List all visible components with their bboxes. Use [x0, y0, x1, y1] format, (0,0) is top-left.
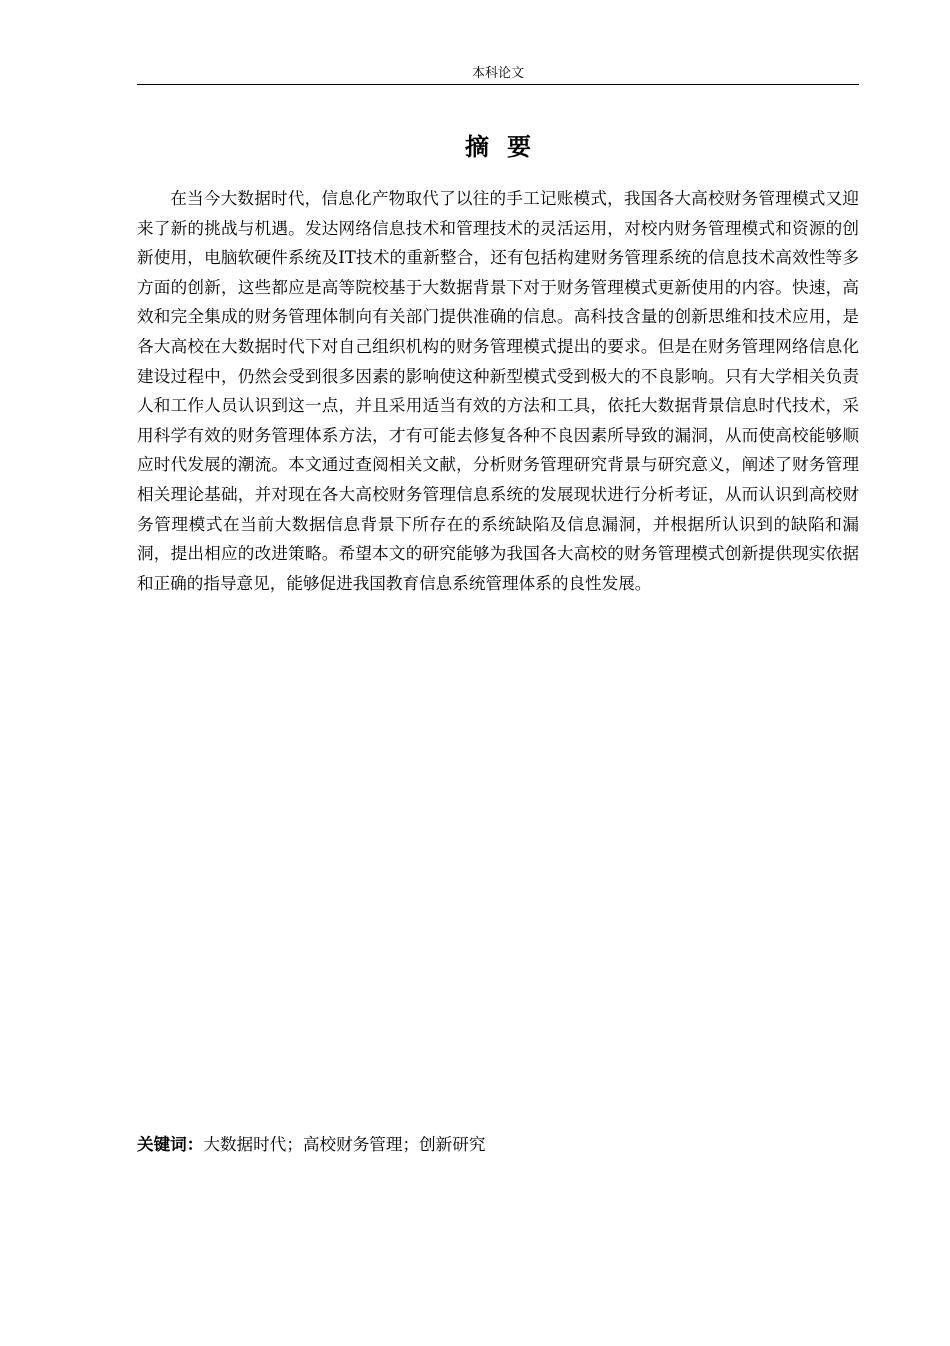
header-rule — [137, 84, 859, 85]
keywords-value: 大数据时代；高校财务管理；创新研究 — [203, 1135, 486, 1154]
keywords-line — [137, 1131, 859, 1159]
abstract-title: 摘要 — [465, 133, 549, 161]
running-header: 本科论文 — [471, 66, 524, 81]
keywords-label: 关键词： — [137, 1135, 204, 1154]
abstract-body: 在当今大数据时代，信息化产物取代了以往的手工记账模式，我国各大高校财务管理模式又迎来了新的挑战与机遇。发达网络信息技术和管理技术的灵活运用，对校内财务管理模式和资源的创新使用，电脑软硬件系统及IT技术的重新整合，还有包括构建财务管理系统的信息技术高效性等多方面的创新，这些都应是高等院校基于大数据背景下对于财务管理模式更新使用的内容。快速，高效和完全集成的财务管理体制向有关部门提供准确的信息。高科技含量的创新思维和技术应用，是各大高校在大数据时代下对自己组织机构的财务管理模式提出的要求。但是在财务管理网络信息化建设过程中，仍然会受到很多因素的影响使这种新型模式受到极大的不良影响。只有大学相关负责人和工作人员认识到这一点，并且采用适当有效的方法和工具，依托大数据背景信息时代技术，采用科学有效的财务管理体系方法，才有可能去修复各种不良因素所导致的漏洞，从而使高校能够顺应时代发展的潮流。本文通过查阅相关文献，分析财务管理研究背景与研究意义，阐述了财务管理相关理论基础，并对现在各大高校财务管理信息系统的发展现状进行分析考证，从而认识到高校财务管理模式在当前大数据信息背景下所存在的系统缺陷及信息漏洞，并根据所认识到的缺陷和漏洞，提出相应的改进策略。希望本文的研究能够为我国各大高校的财务管理模式创新提供现实依据和正确的指导意见，能够促进我国教育信息系统管理体系的良性发展。 — [137, 189, 859, 593]
